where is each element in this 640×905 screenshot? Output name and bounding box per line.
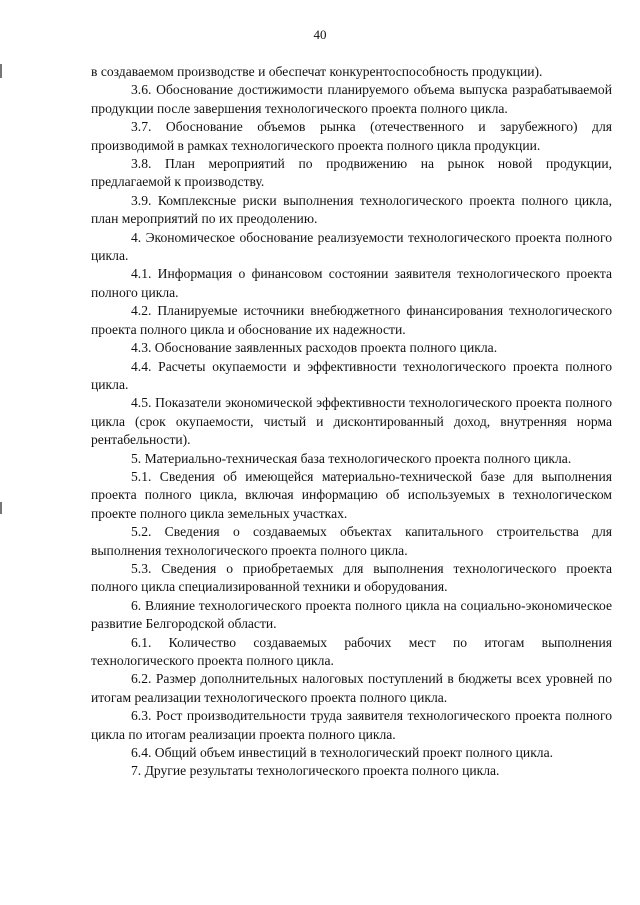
scan-edge-mark bbox=[0, 502, 2, 514]
paragraph-4-2: 4.2. Планируемые источники внебюджетного финансирования технологического проекта полного цикла и обоснование их надежности. bbox=[91, 303, 612, 337]
paragraph-4-1: 4.1. Информация о финансовом состоянии заявителя технологического проекта полного цикла. bbox=[91, 266, 612, 300]
paragraph-6-3: 6.3. Рост производительности труда заявителя технологического проекта полного цикла по итогам реализации проекта полного цикла. bbox=[91, 708, 612, 742]
paragraph-5-2: 5.2. Сведения о создаваемых объектах капитального строительства для выполнения технологического проекта полного цикла. bbox=[91, 524, 612, 558]
paragraph-7: 7. Другие результаты технологического проекта полного цикла. bbox=[131, 763, 500, 779]
paragraph-6: 6. Влияние технологического проекта полного цикла на социально-экономическое развитие Белгородской области. bbox=[91, 597, 612, 632]
document-body bbox=[91, 63, 612, 781]
paragraph-3-8: 3.8. План мероприятий по продвижению на рынок новой продукции, предлагаемой к производству. bbox=[91, 156, 612, 190]
page-number: 40 bbox=[313, 27, 327, 42]
paragraph-3-9: 3.9. Комплексные риски выполнения технологического проекта полного цикла, план мероприятий по их преодолению. bbox=[91, 192, 612, 227]
scan-edge-mark bbox=[0, 64, 2, 78]
paragraph-6-2: 6.2. Размер дополнительных налоговых поступлений в бюджеты всех уровней по итогам реализации технологического проекта полного цикла. bbox=[91, 671, 612, 705]
paragraph-4: 4. Экономическое обоснование реализуемости технологического проекта полного цикла. bbox=[91, 229, 612, 264]
paragraph-3-7: 3.7. Обоснование объемов рынка (отечественного и зарубежного) для производимой в рамках технологического проекта полного цикла продукции. bbox=[91, 119, 612, 153]
paragraph-6-1: 6.1. Количество создаваемых рабочих мест по итогам выполнения технологического проекта полного цикла. bbox=[91, 634, 612, 668]
paragraph-5-3: 5.3. Сведения о приобретаемых для выполнения технологического проекта полного цикла специализированной техники и оборудования. bbox=[91, 560, 612, 595]
paragraph-3-6: 3.6. Обоснование достижимости планируемого объема выпуска разрабатываемой продукции после завершения технологического проекта полного цикла. bbox=[91, 82, 612, 116]
paragraph-5-1: 5.1. Сведения об имеющейся материально-технической базе для выполнения проекта полного цикла, включая информацию об используемых в технологическом проекте полного цикла земельных участках. bbox=[91, 468, 612, 521]
paragraph-4-5: 4.5. Показатели экономической эффективности технологического проекта полного цикла (срок окупаемости, чистый и дисконтированный доход, внутренняя норма рентабельности). bbox=[91, 395, 612, 448]
paragraph-4-4: 4.4. Расчеты окупаемости и эффективности технологического проекта полного цикла. bbox=[91, 358, 612, 392]
paragraph-4-3: 4.3. Обоснование заявленных расходов проекта полного цикла. bbox=[131, 340, 498, 356]
paragraph-6-4: 6.4. Общий объем инвестиций в технологический проект полного цикла. bbox=[131, 745, 554, 761]
paragraph-5: 5. Материально-техническая база технологического проекта полного цикла. bbox=[131, 450, 572, 466]
paragraph-continuation: в создаваемом производстве и обеспечат конкурентоспособность продукции). bbox=[91, 64, 543, 79]
